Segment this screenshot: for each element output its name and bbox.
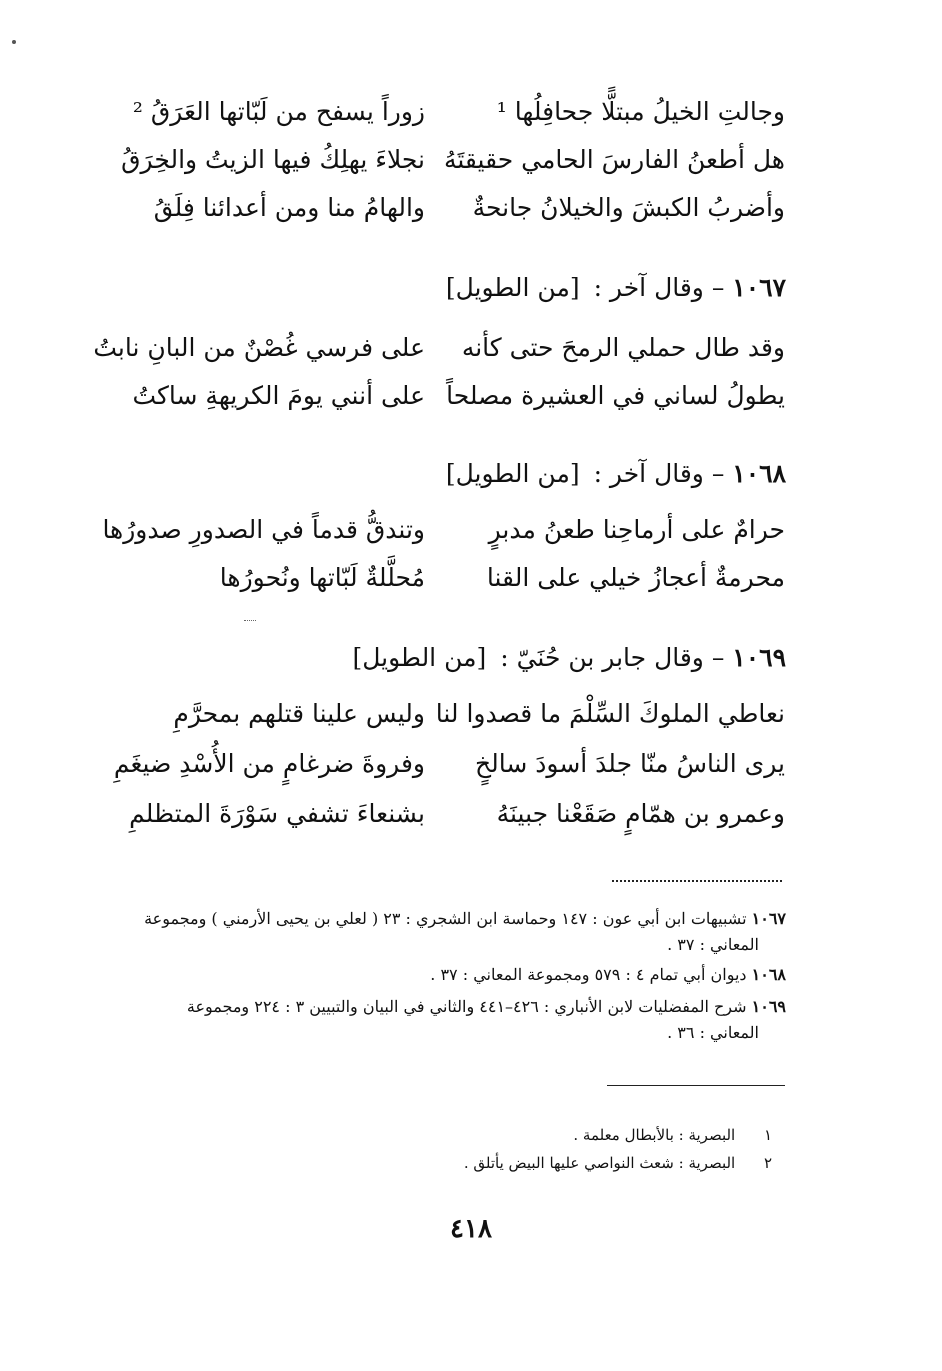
poem-heading [186, 266, 786, 310]
source-note [126, 962, 786, 988]
stray-mark [244, 620, 256, 621]
verse-hemistich-first: وعمرو بن همّامٍ صَقَعْنا جبينَهُ [496, 799, 785, 828]
poem-heading [186, 452, 786, 496]
footnote-text: البصرية : شعث النواصي عليها البيض يأتلق . [463, 1154, 736, 1172]
verse-hemistich-first: وأضربُ الكبشَ والخيلانُ جانحةٌ [472, 193, 785, 222]
note-text: شرح المفضليات لابن الأنباري : ٤٢٦–٤٤١ والثاني في البيان والتبيين ٣ : ٢٢٤ ومجموعة [186, 997, 747, 1016]
poem-meter: [من الطويل] [445, 273, 580, 302]
verse-hemistich-first: هل أطعنُ الفارسَ الحامي حقيقتَهُ [443, 145, 785, 174]
verse-hemistich-second: على فرسي غُصْنٌ من البانِ نابتُ [93, 333, 425, 362]
source-note [126, 994, 786, 1020]
poem-heading [186, 636, 786, 680]
poem-meter: [من الطويل] [445, 459, 580, 488]
verse-hemistich-second: وفروةَ ضرغامٍ من الأُسْدِ ضيغَمِ [113, 749, 425, 778]
note-text: المعاني : ٣٦ . [667, 1023, 759, 1042]
poem-meter: [من الطويل] [352, 643, 487, 672]
verse-line [120, 90, 785, 134]
poem-attribution: – وقال جابر بن حُنَيّ : [500, 643, 725, 672]
poem-number: ١٠٦٩ [732, 643, 786, 672]
poem-number: ١٠٦٨ [732, 459, 786, 488]
verse-hemistich-first: نعاطي الملوكَ السِّلْمَ ما قصدوا لنا [435, 699, 785, 728]
verse-line [120, 138, 785, 182]
verse-hemistich-second: زوراً يسفح من لَبّاتها العَرَقُ ² [132, 97, 425, 126]
margin-mark [12, 40, 16, 44]
verse-line [120, 374, 785, 418]
footnote-number: ٢ [763, 1154, 772, 1172]
verse-line [113, 742, 785, 786]
footnote-number: ١ [763, 1126, 772, 1144]
note-number: ١٠٦٨ [751, 965, 786, 984]
note-text: المعاني : ٣٧ . [667, 935, 759, 954]
source-note-continuation [99, 1020, 759, 1046]
verse-line [120, 556, 785, 600]
verse-hemistich-second: وتندقُّ قدماً في الصدورِ صدورُها [102, 515, 425, 544]
note-text: تشبيهات ابن أبي عون : ١٤٧ وحماسة ابن الشجري : ٢٣ ( لعلي بن يحيى الأرمني ) ومجموعة [144, 909, 747, 928]
poem-attribution: – وقال آخر : [593, 273, 725, 302]
page-number: ٤١٨ [450, 1214, 492, 1244]
verse-hemistich-first: يرى الناسُ منّا جلدَ أسودَ سالخٍ [475, 749, 785, 778]
notes-separator [612, 880, 782, 882]
note-number: ١٠٦٧ [751, 909, 786, 928]
verse-hemistich-second: مُحلَّلةٌ لَبّاتها ونُحورُها [219, 563, 425, 592]
source-note [126, 906, 786, 932]
poem-number: ١٠٦٧ [732, 273, 786, 302]
verse-line [93, 326, 785, 370]
verse-hemistich-first: وقد طال حملي الرمحَ حتى كأنه [461, 333, 785, 362]
verse-hemistich-second: وليس علينا قتلهم بمحرَّمِ [173, 699, 425, 728]
verse-hemistich-first: يطولُ لساني في العشيرة مصلحاً [446, 381, 785, 410]
verse-line [102, 508, 785, 552]
verse-line [120, 692, 785, 736]
footnote-text: البصرية : بالأبطال معلمة . [573, 1126, 736, 1144]
verse-hemistich-first: محرمةٌ أعجازُ خيلي على القنا [486, 563, 785, 592]
note-number: ١٠٦٩ [751, 997, 786, 1016]
verse-hemistich-first: حرامٌ على أرماحِنا طعنُ مدبرٍ [488, 515, 785, 544]
verse-hemistich-second: نجلاءَ يهلِكُ فيها الزيتُ والخِرَقُ [121, 145, 425, 174]
verse-line [120, 186, 785, 230]
verse-line [120, 792, 785, 836]
footnote [372, 1122, 772, 1148]
poem-attribution: – وقال آخر : [593, 459, 725, 488]
verse-hemistich-first: وجالتِ الخيلُ مبتلًّا جحافِلُها ¹ [496, 97, 785, 126]
verse-hemistich-second: بشنعاءَ تشفي سَوْرَةَ المتظلمِ [129, 799, 425, 828]
source-note-continuation [99, 932, 759, 958]
note-text: ديوان أبي تمام ٤ : ٥٧٩ ومجموعة المعاني : ٣٧ . [430, 965, 747, 984]
footnote-separator [607, 1085, 785, 1086]
verse-hemistich-second: والهامُ منا ومن أعدائنا فِلَقُ [153, 193, 425, 222]
verse-hemistich-second: على أنني يومَ الكريهةِ ساكتُ [132, 381, 425, 410]
footnote [372, 1150, 772, 1176]
